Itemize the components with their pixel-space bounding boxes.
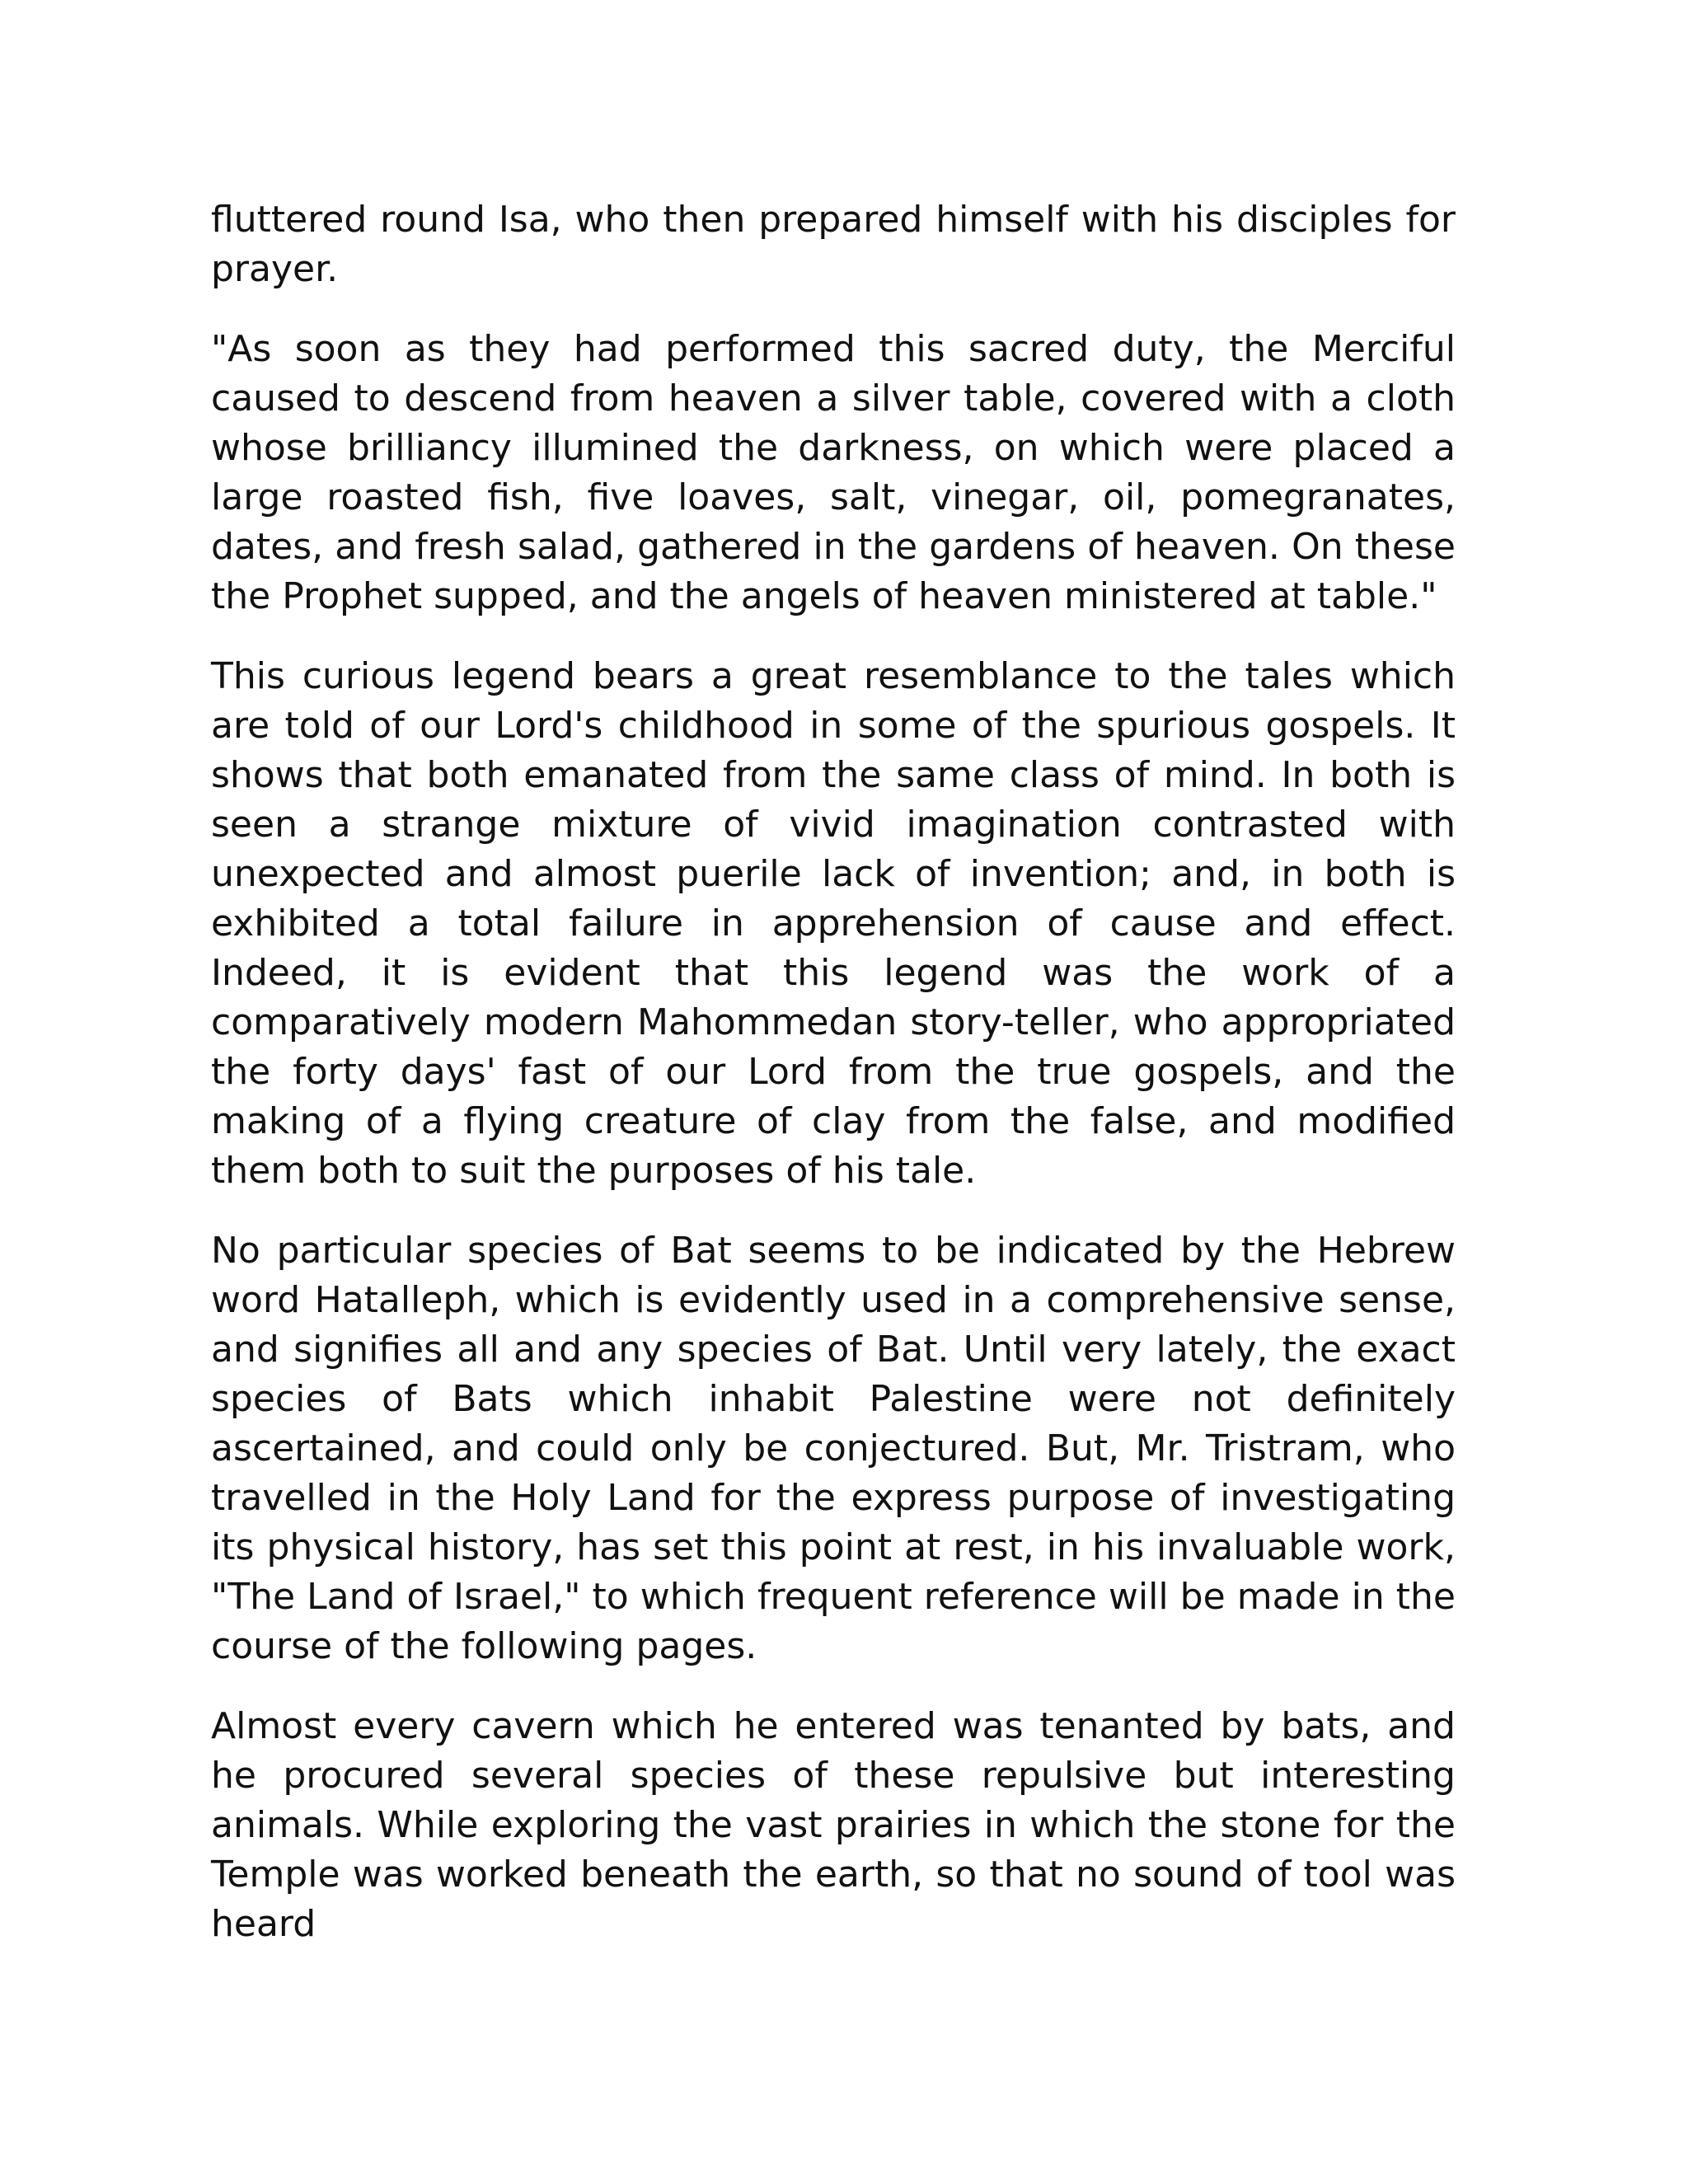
paragraph-2: "As soon as they had performed this sacred duty, the Merciful caused to descend from heaven a silver table, covered with a cloth whose brilliancy illumined the darkness, on which were placed a large roasted fish, five loaves, salt, vinegar, oil, pomegranates, dates, and fresh salad, gathered in the gardens of heaven. On these the Prophet supped, and the angels of heaven ministered at table." [211,328,1456,617]
paragraph-4: No particular species of Bat seems to be indicated by the Hebrew word Hatalleph, which is evidently used in a comprehensive sense, and signifies all and any species of Bat. Until very lately, the exact species of Bats which inhabit Palestine were not definitely ascertained, and could only be conjectured. But, Mr. Tristram, who travelled in the Holy Land for the express purpose of investigating its physical history, has set this point at rest, in his invaluable work, "The Land of Israel," to which frequent reference will be made in the course of the following pages. [211,1230,1456,1667]
paragraph-1: fluttered round Isa, who then prepared himself with his disciples for prayer. [211,199,1456,290]
body-text [211,195,1456,1980]
paragraph-5: Almost every cavern which he entered was tenanted by bats, and he procured several species of these repulsive but interesting animals. While exploring the vast prairies in which the stone for the Temple was worked beneath the earth, so that no sound of tool was heard [211,1705,1456,1945]
paragraph-3: This curious legend bears a great resemblance to the tales which are told of our Lord's childhood in some of the spurious gospels. It shows that both emanated from the same class of mind. In both is seen a strange mixture of vivid imagination contrasted with unexpected and almost puerile lack of invention; and, in both is exhibited a total failure in apprehension of cause and effect. Indeed, it is evident that this legend was the work of a comparatively modern Mahommedan story-teller, who appropriated the forty days' fast of our Lord from the true gospels, and the making of a flying creature of clay from the false, and modified them both to suit the purposes of his tale. [211,655,1456,1192]
